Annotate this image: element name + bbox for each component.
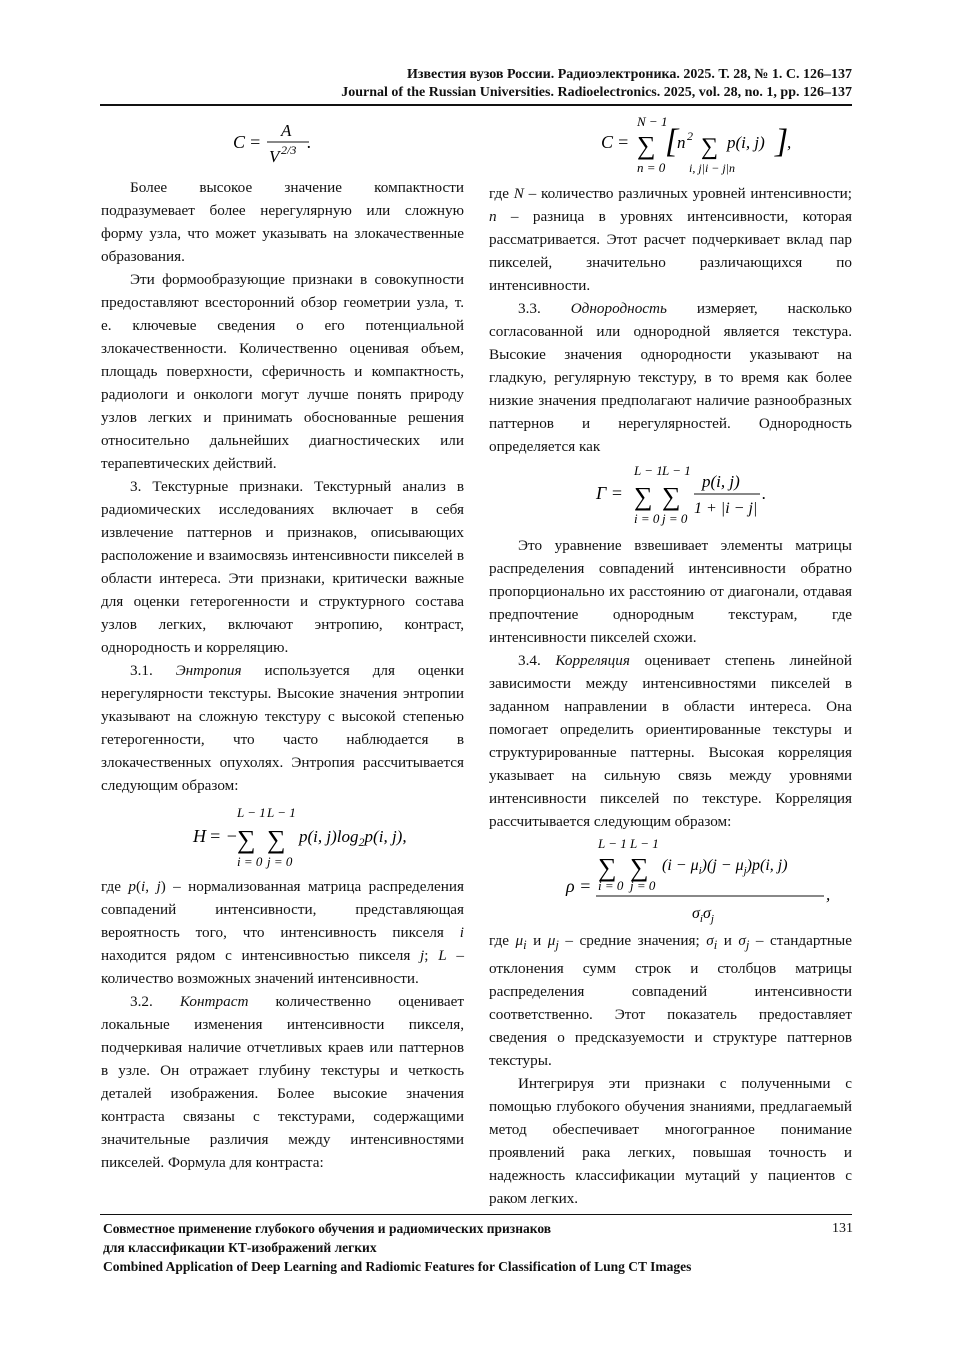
- term-homogeneity: Однородность: [570, 300, 667, 317]
- svg-text:i, j|i − j|n: i, j|i − j|n: [688, 161, 735, 175]
- svg-text:L − 1: L − 1: [266, 805, 296, 820]
- svg-text:Γ =: Γ =: [595, 483, 623, 503]
- header-rule: [100, 104, 852, 106]
- svg-text:,: ,: [786, 133, 791, 152]
- footer-rule: [100, 1214, 852, 1215]
- svg-text:p(i, j)log2p(i, j),: p(i, $j)\log_2p(i$, j),: [298, 827, 407, 849]
- compactness-formula: [101, 112, 464, 172]
- svg-text:∑: ∑: [266, 825, 286, 854]
- svg-text:j = 0: j = 0: [629, 878, 655, 893]
- paragraph: 3.2. Контраст количественно оценивает локальные изменения интенсивности пикселя, подчеркивая наличие отчетливых краев или паттернов в узле. Он отражает глубину текстуры и четкость деталей изображения. Более высокие значения контраста связаны с текстурами, содержащими значительные различия между интенсивностями пикселей. Формула для контраста:: [101, 993, 465, 1171]
- left-column: [101, 112, 464, 1174]
- svg-text:∑: ∑: [700, 134, 718, 160]
- svg-text:ρ =: ρ =: [565, 876, 591, 896]
- svg-text:p(i, j): p(i, j): [701, 472, 740, 491]
- paragraph: 3. Текстурные признаки. Текстурный анализ в радиомических исследованиях включает в себя извлечение паттернов и признаков, описывающих расположение и взаимосвязь интенсивности пикселей в области интереса. Эти признаки, критически важные для оценки гетерогенности и структурного состава узлов легких, включают энтропию, контраст, однородность и корреляцию.: [101, 478, 464, 656]
- contrast-formula: [489, 112, 852, 182]
- svg-text:.: .: [761, 484, 766, 503]
- paragraph: 3.4. Корреляция оценивает степень линейной зависимости между интенсивностями пикселей в заданном направлении в области интереса. Она помогает определить ориентированные текстуры и структурированные паттерны. Высокая корреляция указывает на сильную связь между уровнями интенсивности пикселей по текстуре. Корреляция рассчитывается следующим образом:: [489, 652, 853, 830]
- running-header: [100, 66, 852, 102]
- svg-text:N − 1: N − 1: [636, 114, 667, 129]
- svg-text:=: =: [616, 132, 629, 152]
- term-correlation: Корреляция: [555, 652, 630, 669]
- svg-text:i = 0: i = 0: [597, 878, 623, 893]
- svg-text:H: H: [192, 826, 206, 846]
- header-russian: Известия вузов России. Радиоэлектроника. 2025. Т. 28, № 1. С. 126–137: [406, 67, 852, 82]
- homogeneity-formula: [489, 458, 852, 534]
- paragraph: Интегрируя эти признаки с полученными с помощью глубокого обучения знаниями, предлагаемый метод обеспечивает многогранное понимание проявлений рака легких, повышая точность и надежность классификации мутаций у пациентов с раком легких.: [489, 1075, 852, 1208]
- paragraph: Более высокое значение компактности подразумевает более нерегулярную или сложную форму узла, что может указывать на злокачественные образования.: [101, 179, 464, 265]
- svg-text:∑: ∑: [236, 825, 256, 854]
- svg-text:j = 0: j = 0: [266, 854, 292, 869]
- svg-text:= −: = −: [208, 826, 238, 846]
- svg-text:[: [: [664, 123, 678, 160]
- paragraph: 3.3. Однородность измеряет, насколько согласованной или однородной является текстура. Высокие значения однородности указывают на гладкую, регулярную текстуру, в то время как более низкие значения предполагают наличие разнообразных паттернов и нерегулярностей. Однородность определяется как: [489, 300, 852, 455]
- svg-text:C: C: [232, 132, 245, 152]
- svg-text:∑: ∑: [636, 131, 656, 160]
- right-column: [489, 112, 852, 1210]
- svg-text:2: 2: [686, 129, 693, 143]
- svg-text:=: =: [248, 132, 261, 152]
- svg-text:1 + |i − j|: 1 + |i − j|: [693, 500, 757, 517]
- svg-text:p(i, j): p(i, j): [726, 133, 765, 152]
- svg-text:i = 0: i = 0: [236, 854, 262, 869]
- svg-text:i = 0: i = 0: [633, 511, 659, 526]
- svg-text:]: ]: [774, 123, 788, 160]
- svg-text:∑: ∑: [633, 482, 653, 511]
- footer-title-ru-1: Совместное применение глубокого обучения и радиомических признаков: [103, 1221, 552, 1236]
- svg-text:C: C: [600, 132, 613, 152]
- footer-title-ru-2: для классификации КТ-изображений легких: [103, 1240, 377, 1255]
- svg-text:∑: ∑: [661, 482, 681, 511]
- correlation-formula: [489, 833, 852, 929]
- svg-text:V: V: [268, 147, 279, 166]
- paragraph: 3.1. Энтропия используется для оценки нерегулярности текстуры. Высокие значения энтропии указывают на сложную текстуру с высокой степенью гетерогенности, что часто наблюдается в злокачественных опухолях. Энтропия рассчитывается следующим образом:: [101, 662, 464, 794]
- svg-text:(i − μi)(j − μj)p(i, j): $(i - \mu_i)(j - \mu_j)p(i$, j): [661, 857, 788, 877]
- running-footer: [103, 1219, 853, 1276]
- header-english: Journal of the Russian Universities. Radioelectronics. 2025, vol. 28, no. 1, pp. 126–137: [341, 85, 852, 100]
- paragraph: где $\mu_i$ и $\mu_j$ – средние значения; $\sigma_i$ и $\sigma_j$ – стандартные отклонения сумм строк и столбцов матрицы распределения совпадений интенсивности соответственно. Этот показатель предоставляет сведения о предсказуемости и структуре паттернов текстуры.: [489, 932, 852, 1070]
- svg-text:L − 1: L − 1: [236, 805, 266, 820]
- entropy-formula: [101, 797, 464, 875]
- paragraph: Это уравнение взвешивает элементы матрицы распределения совпадений интенсивности обратно пропорционально их расстоянию от диагонали, отдавая предпочтение однородным текстурам, где интенсивности пикселей схожи.: [489, 537, 852, 646]
- svg-text:.: .: [306, 132, 311, 152]
- svg-text:σiσj: $\sigma_i\sigma_j$: [691, 905, 714, 925]
- svg-text:L − 1: L − 1: [633, 463, 663, 478]
- svg-text:,: ,: [825, 885, 830, 904]
- svg-text:L − 1: L − 1: [597, 836, 627, 851]
- paragraph: Эти формообразующие признаки в совокупности предоставляют всесторонний обзор геометрии узла, т. е. ключевые сведения о его потенциальной злокачественности. Количественно оценивая объем, площадь поверхности, сферичность и компактность, радиологи и онкологи могут лучше понять природу узлов легких и принимать обоснованные решения относительно дальнейших диагностических или терапевтических действий.: [101, 271, 464, 472]
- svg-text:∑: ∑: [597, 853, 617, 882]
- paragraph: где N – количество различных уровней интенсивности; n – разница в уровнях интенсивности, которая рассматривается. Этот расчет подчеркивает вклад пар пикселей, значительно различающихся по интенсивности.: [489, 185, 852, 294]
- term-contrast: Контраст: [179, 993, 249, 1010]
- svg-text:L − 1: L − 1: [629, 836, 659, 851]
- svg-text:L − 1: L − 1: [661, 463, 691, 478]
- footer-title-en: Combined Application of Deep Learning and Radiomic Features for Classification of Lung CT Images: [103, 1259, 692, 1274]
- page-number: 131: [832, 1221, 853, 1236]
- paragraph: где p(i, j) – нормализованная матрица распределения совпадений интенсивности, представляющая вероятность того, что интенсивность пикселя i находится рядом с интенсивностью пикселя j; L – количество возможных значений интенсивности.: [101, 878, 464, 987]
- svg-text:n: n: [676, 133, 685, 152]
- svg-text:∑: ∑: [629, 853, 649, 882]
- svg-text:n = 0: n = 0: [636, 160, 665, 175]
- svg-text:j = 0: j = 0: [661, 511, 687, 526]
- term-entropy: Энтропия: [175, 662, 242, 679]
- svg-text:2/3: 2/3: [280, 143, 296, 157]
- svg-text:A: A: [280, 121, 291, 140]
